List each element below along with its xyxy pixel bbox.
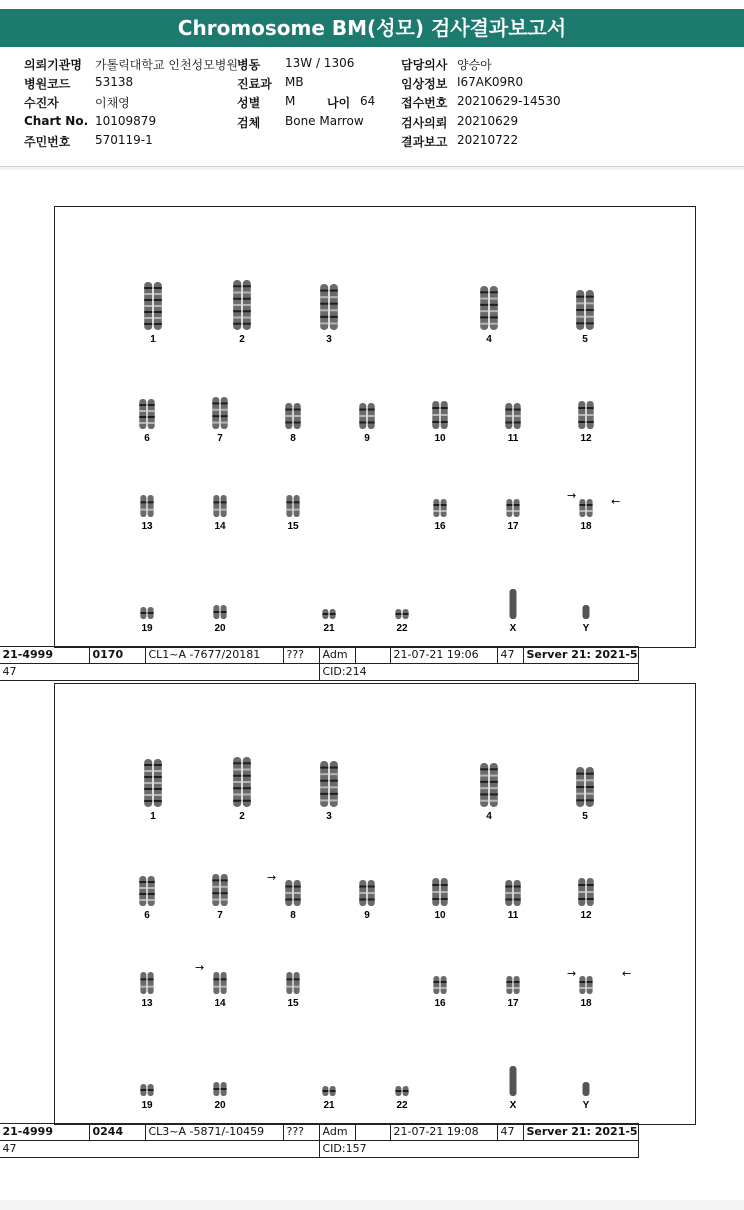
chromosome [359,880,374,906]
chromosome-label: 10 [434,910,446,921]
result-label: 결과보고 [401,135,448,149]
age-value: 64 [360,94,376,108]
chromosome [144,282,162,330]
chromosome [506,976,519,994]
hospital-code-label: 병원코드 [24,77,71,91]
chromosome [480,763,498,807]
chromosome [213,972,226,994]
chromosome-label: 1 [150,334,156,345]
chromosome [286,495,299,517]
abnormality-arrow: → [195,961,205,974]
hospital-code-value: 53138 [95,75,134,89]
abnormality-arrow: → [267,871,277,884]
specimen-value: Bone Marrow [285,114,364,128]
chromosome [433,499,446,517]
meta-case-id: 21-4999 [0,647,90,663]
report-content [0,170,744,1200]
chromosome [510,1066,517,1096]
chromosome-label: X [509,623,517,634]
chromosome-label: 13 [141,998,153,1009]
chromosome [140,1084,153,1096]
chromosome-label: 2 [239,811,245,822]
meta-datetime: 21-07-21 19:08 [391,1124,498,1140]
chromosome-label: 5 [582,811,588,822]
sex-label: 성별 [237,96,261,110]
meta-row-2 [0,663,639,681]
info-row-1 [0,56,744,75]
meta-count: 47 [498,1124,524,1140]
chromosome-label: 20 [214,623,226,634]
chromosome [395,609,408,619]
chromosome-label: 18 [580,998,592,1009]
meta-row-1 [0,646,639,664]
chromosome-label: 19 [141,1100,153,1111]
chromosome [139,399,154,429]
chromosome-label: 11 [507,433,519,444]
chromosome [213,605,226,619]
age-label: 나이 [327,96,351,110]
chromosome-label: 15 [287,998,299,1009]
chromosome [583,605,590,619]
department-value: MB [285,75,304,89]
chromosome-label: 8 [290,910,296,921]
chromosome-label: 5 [582,334,588,345]
info-row-3 [0,94,744,113]
meta-server: Server 21: 2021-5 [526,648,638,661]
meta-row-2 [0,1140,639,1158]
chromosome-label: 7 [217,433,223,444]
meta-blank [356,1124,391,1140]
chromosome [139,876,154,906]
chromosome [395,1086,408,1096]
chromosome-label: 18 [580,521,592,532]
meta-cid: CID:214 [322,665,367,678]
meta-server: Server 21: 2021-5 [526,1125,638,1138]
chromosome-label: 14 [214,998,226,1009]
chromosome [322,1086,335,1096]
chromosome [286,972,299,994]
chromosome [140,495,153,517]
chromosome [578,878,593,906]
chromosome-label: 15 [287,521,299,532]
chromosome-label: Y [582,1100,590,1111]
info-row-5 [0,133,744,152]
patient-value: 이채영 [95,96,130,110]
chart-value: 10109879 [95,114,157,128]
report-header [0,0,744,167]
chromosome [359,403,374,429]
chromosome-label: 22 [396,1100,408,1111]
chromosome-label: 1 [150,811,156,822]
chromosome-label: 2 [239,334,245,345]
meta-cell-number: 0170 [90,647,146,663]
chromosome-label: 21 [323,623,335,634]
chromosome [480,286,498,330]
meta-user: Adm [320,647,356,663]
doctor-label: 담당의사 [401,58,448,72]
meta-blank [356,647,391,663]
chromosome-label: Y [582,623,590,634]
chromosome [578,401,593,429]
abnormality-arrow: ← [611,495,621,508]
chromosome-label: 14 [214,521,226,532]
chromosome [285,403,300,429]
sex-value: M [285,94,296,108]
institution-label: 의뢰기관명 [24,58,82,72]
chromosome-label: 9 [364,910,370,921]
chromosome-label: 7 [217,910,223,921]
chromosome [233,280,251,330]
abnormality-arrow: → [567,489,577,502]
chromosome-label: 12 [580,910,592,921]
meta-karyotype: 47 [0,1141,320,1157]
clinical-info-label: 임상정보 [401,77,448,91]
chromosome-label: 21 [323,1100,335,1111]
meta-unknown: ??? [284,647,320,663]
meta-cid: CID:157 [322,1142,367,1155]
chromosome [576,767,594,807]
chromosome [433,976,446,994]
chromosome-label: 6 [144,433,150,444]
receipt-label: 접수번호 [401,96,448,110]
karyotype-panel-2 [54,683,696,1125]
chromosome [576,290,594,330]
chromosome [140,607,153,619]
abnormality-arrow: → [567,967,577,980]
chromosome-label: 11 [507,910,519,921]
meta-slide-coordinates: CL3~A -5871/-10459 [146,1124,284,1140]
chromosome [505,880,520,906]
chromosome [579,976,592,994]
karyotype-panel-1 [54,206,696,648]
chromosome [212,874,227,906]
chromosome-label: 16 [434,521,446,532]
chromosome [285,880,300,906]
meta-datetime: 21-07-21 19:06 [391,647,498,663]
report-title: Chromosome BM(성모) 검사결과보고서 [0,9,744,47]
chromosome [144,759,162,807]
chromosome [579,499,592,517]
meta-slide-coordinates: CL1~A -7677/20181 [146,647,284,663]
chromosome-label: 20 [214,1100,226,1111]
chromosome-label: 10 [434,433,446,444]
receipt-value: 20210629-14530 [457,94,561,108]
chromosome-label: 13 [141,521,153,532]
meta-user: Adm [320,1124,356,1140]
ward-label: 병동 [237,58,261,72]
ward-value: 13W / 1306 [285,56,355,70]
chart-label: Chart No. [24,114,89,128]
resident-value: 570119-1 [95,133,153,147]
chromosome-label: 3 [326,334,332,345]
meta-unknown: ??? [284,1124,320,1140]
chromosome [583,1082,590,1096]
request-label: 검사의뢰 [401,116,448,130]
request-value: 20210629 [457,114,519,128]
info-row-4 [0,114,744,133]
chromosome [510,589,517,619]
chromosome-label: 17 [507,998,519,1009]
chromosome-label: 19 [141,623,153,634]
karyotype-image [55,684,695,1124]
chromosome-label: 6 [144,910,150,921]
resident-label: 주민번호 [24,135,71,149]
chromosome-label: 4 [486,811,492,822]
chromosome-label: 8 [290,433,296,444]
chromosome [213,1082,226,1096]
chromosome-label: 9 [364,433,370,444]
chromosome-label: 16 [434,998,446,1009]
clinical-info-value: I67AK09R0 [457,75,524,89]
chromosome [233,757,251,807]
chromosome [322,609,335,619]
chromosome-label: X [509,1100,517,1111]
meta-cell-number: 0244 [90,1124,146,1140]
chromosome [432,878,447,906]
meta-row-1 [0,1123,639,1141]
result-value: 20210722 [457,133,519,147]
karyotype-image [55,207,695,647]
meta-count: 47 [498,647,524,663]
chromosome [432,401,447,429]
department-label: 진료과 [237,77,272,91]
chromosome [505,403,520,429]
doctor-value: 양승아 [457,58,492,72]
chromosome-label: 22 [396,623,408,634]
info-row-2 [0,75,744,94]
chromosome [320,761,338,807]
chromosome [212,397,227,429]
chromosome-label: 12 [580,433,592,444]
chromosome [213,495,226,517]
patient-label: 수진자 [24,96,59,110]
chromosome [140,972,153,994]
chromosome [506,499,519,517]
chromosome-label: 4 [486,334,492,345]
institution-value: 가톨릭대학교 인천성모병원 [95,58,238,72]
meta-case-id: 21-4999 [0,1124,90,1140]
chromosome-label: 17 [507,521,519,532]
chromosome [320,284,338,330]
meta-karyotype: 47 [0,664,320,680]
chromosome-label: 3 [326,811,332,822]
specimen-label: 검체 [237,116,261,130]
abnormality-arrow: ← [622,967,632,980]
